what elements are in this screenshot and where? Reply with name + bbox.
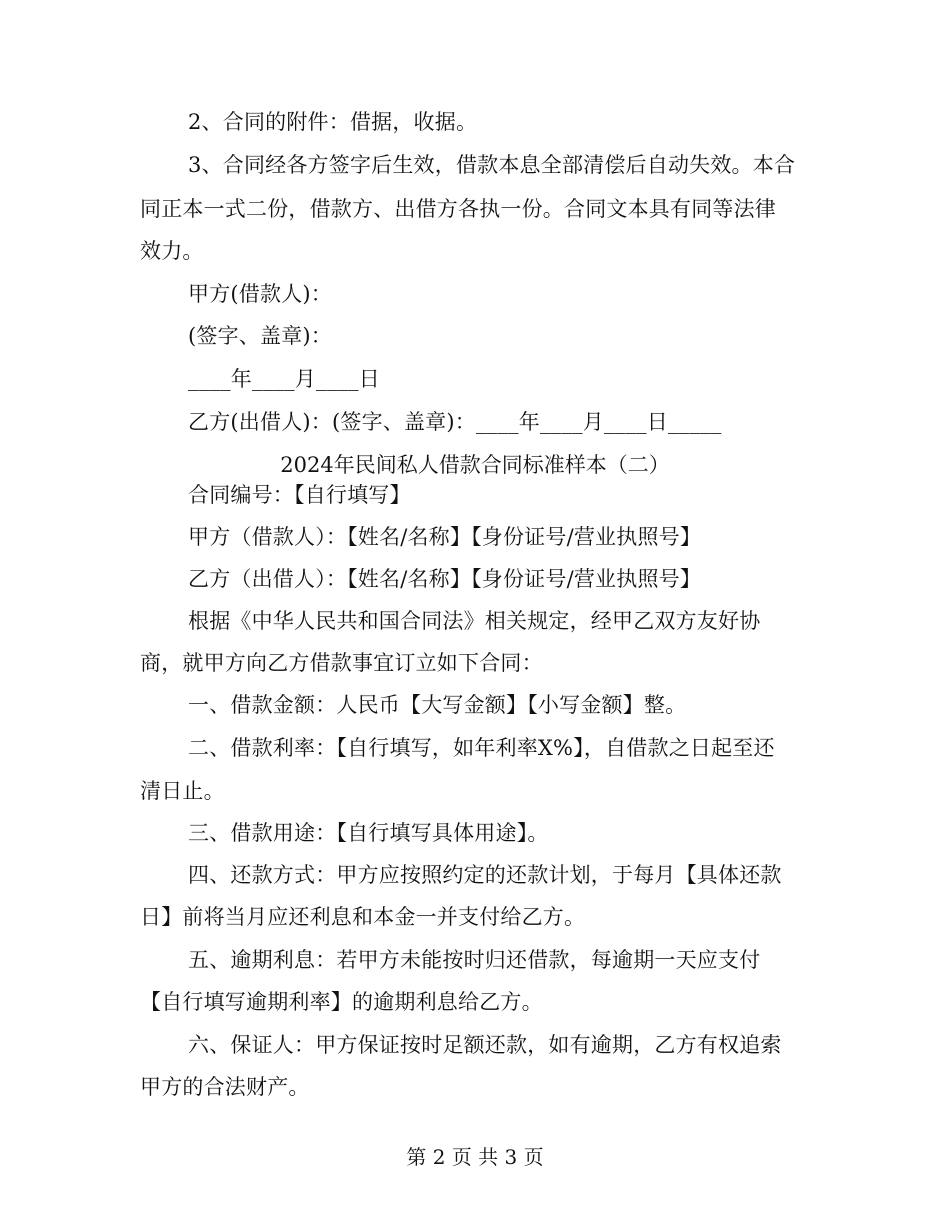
repayment-clause-line-1: 四、还款方式：甲方应按照约定的还款计划，于每月【具体还款	[188, 863, 782, 887]
loan-purpose-clause: 三、借款用途：【自行填写具体用途】。	[188, 821, 549, 845]
guarantor-clause-line-2: 甲方的合法财产。	[140, 1075, 310, 1099]
date-blank-line: ____年____月____日	[188, 367, 380, 391]
contract-number: 合同编号：【自行填写】	[188, 483, 411, 507]
guarantor-clause-line-1: 六、保证人：甲方保证按时足额还款，如有逾期，乙方有权追索	[188, 1033, 782, 1057]
party-a-info: 甲方（借款人）：【姓名/名称】【身份证号/营业执照号】	[188, 525, 702, 549]
party-a-signature-label: 甲方(借款人)：	[188, 282, 332, 306]
contract-title: 2024年民间私人借款合同标准样本（二）	[280, 453, 670, 477]
attachment-clause: 2、合同的附件：借据，收据。	[188, 110, 478, 134]
preamble-line-2: 商，就甲方向乙方借款事宜订立如下合同：	[140, 651, 543, 675]
loan-amount-clause: 一、借款金额：人民币【大写金额】【小写金额】整。	[188, 693, 687, 717]
repayment-clause-line-2: 日】前将当月应还利息和本金一并支付给乙方。	[140, 905, 586, 929]
effect-clause-line-1: 3、合同经各方签字后生效，借款本息全部清偿后自动失效。本合	[188, 153, 796, 177]
interest-rate-clause-line-2: 清日止。	[140, 779, 225, 803]
party-b-signature-line: 乙方(出借人)：(签字、盖章)：____年____月____日_____	[188, 410, 722, 434]
effect-clause-line-3: 效力。	[140, 239, 204, 263]
overdue-interest-clause-line-2: 【自行填写逾期利率】的逾期利息给乙方。	[140, 990, 543, 1014]
signature-stamp-label: (签字、盖章)：	[188, 324, 332, 348]
preamble-line-1: 根据《中华人民共和国合同法》相关规定，经甲乙双方友好协	[188, 609, 761, 633]
overdue-interest-clause-line-1: 五、逾期利息：若甲方未能按时归还借款，每逾期一天应支付	[188, 948, 761, 972]
page-number-footer: 第 2 页 共 3 页	[406, 1145, 544, 1169]
interest-rate-clause-line-1: 二、借款利率：【自行填写，如年利率X%】，自借款之日起至还	[188, 736, 775, 760]
effect-clause-line-2: 同正本一式二份，借款方、出借方各执一份。合同文本具有同等法律	[140, 197, 776, 221]
party-b-info: 乙方（出借人）：【姓名/名称】【身份证号/营业执照号】	[188, 567, 702, 591]
